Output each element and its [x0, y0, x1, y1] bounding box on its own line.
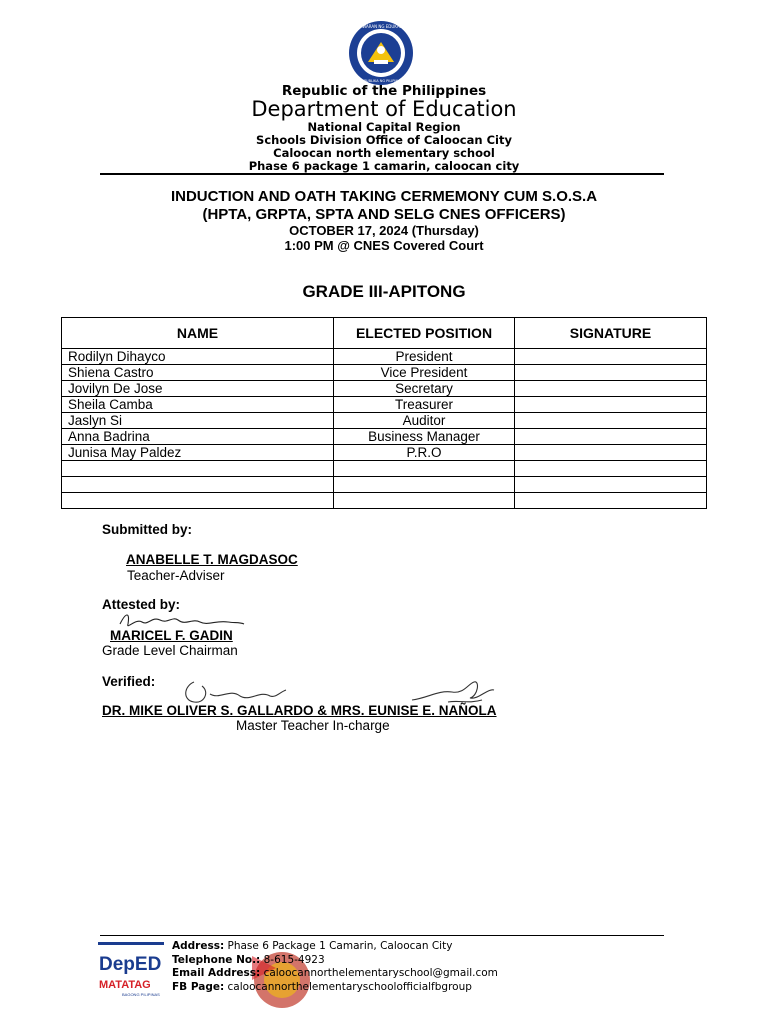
officer-signature	[515, 397, 707, 413]
adviser-role: Teacher-Adviser	[127, 568, 225, 583]
department-heading: Department of Education	[251, 97, 517, 121]
officer-name	[62, 477, 334, 493]
officer-signature	[515, 461, 707, 477]
matatag-logo-text: MATATAG	[99, 979, 151, 991]
officers-table	[61, 317, 707, 509]
officer-signature	[515, 429, 707, 445]
deped-matatag-logo	[98, 942, 168, 1000]
seal-text-bottom: REPUBLIKA NG PILIPINAS	[359, 79, 403, 83]
officer-name: Anna Badrina	[62, 429, 334, 445]
republic-heading: Republic of the Philippines	[281, 83, 487, 99]
table-row	[62, 429, 707, 445]
officer-position: P.R.O	[334, 445, 515, 461]
officer-position: Auditor	[334, 413, 515, 429]
master-teacher-signature-2	[408, 678, 498, 706]
chair-name-line	[102, 628, 241, 643]
table-row	[62, 477, 707, 493]
master-teacher-signature-1	[180, 676, 290, 706]
deped-seal-logo	[348, 20, 414, 86]
table-row	[62, 493, 707, 509]
officer-signature	[515, 445, 707, 461]
school-address-line: Phase 6 package 1 camarin, caloocan city	[248, 159, 520, 173]
bagong-pilipinas-text: BAGONG PILIPINAS	[122, 992, 160, 997]
footer-fb-value[interactable]: caloocannorthelementaryschoolofficialfbgroup	[227, 980, 472, 993]
officer-signature	[515, 349, 707, 365]
event-title: INDUCTION AND OATH TAKING CERMEMONY CUM S.O.S.A	[170, 188, 598, 205]
officer-name: Rodilyn Dihayco	[62, 349, 334, 365]
footer-email-label: Email Address:	[172, 967, 261, 979]
footer-divider	[100, 935, 664, 936]
footer-fb-label: FB Page:	[172, 980, 225, 993]
master-teacher-names: DR. MIKE OLIVER S. GALLARDO & MRS. EUNISE E. NAÑOLA	[102, 703, 497, 718]
footer-email-line	[172, 967, 498, 981]
officer-name	[62, 493, 334, 509]
officer-position	[334, 493, 515, 509]
footer-address-line	[172, 940, 498, 954]
footer-telephone-line	[172, 954, 498, 968]
region-line: National Capital Region	[307, 120, 461, 134]
table-row	[62, 365, 707, 381]
master-teacher-role: Master Teacher In-charge	[236, 718, 390, 733]
submitted-by-label: Submitted by:	[102, 522, 192, 537]
event-date: OCTOBER 17, 2024 (Thursday)	[289, 223, 479, 238]
officer-position	[334, 461, 515, 477]
footer-telephone-value: 8-615-4923	[263, 953, 325, 966]
officer-position: Business Manager	[334, 429, 515, 445]
table-row	[62, 381, 707, 397]
chair-name: MARICEL F. GADIN	[110, 628, 233, 643]
officer-name: Jaslyn Si	[62, 413, 334, 429]
officer-signature	[515, 477, 707, 493]
grade-section-title: GRADE III-APITONG	[302, 282, 466, 301]
chair-role: Grade Level Chairman	[102, 643, 238, 658]
event-time-place: 1:00 PM @ CNES Covered Court	[284, 238, 484, 253]
header-divider	[100, 173, 664, 175]
seal-text-top: KAGAWARAN NG EDUKASYON	[351, 24, 411, 29]
event-subtitle: (HPTA, GRPTA, SPTA AND SELG CNES OFFICERS)	[202, 206, 566, 223]
officer-name: Shiena Castro	[62, 365, 334, 381]
deped-logo-text: DepED	[99, 954, 162, 975]
footer-email-value[interactable]: caloocannorthelementaryschool@gmail.com	[263, 967, 498, 979]
table-row	[62, 413, 707, 429]
officer-signature	[515, 493, 707, 509]
column-header-position: ELECTED POSITION	[334, 318, 515, 349]
table-row	[62, 445, 707, 461]
attested-by-label: Attested by:	[102, 597, 181, 612]
adviser-name-line	[102, 552, 348, 567]
footer-telephone-label: Telephone No.:	[172, 953, 261, 966]
table-row	[62, 461, 707, 477]
officer-position: Treasurer	[334, 397, 515, 413]
officer-name: Junisa May Paldez	[62, 445, 334, 461]
verified-label: Verified:	[102, 674, 156, 689]
column-header-name: NAME	[62, 318, 334, 349]
officer-position: Vice President	[334, 365, 515, 381]
footer-address-label: Address:	[172, 940, 225, 952]
officer-name: Jovilyn De Jose	[62, 381, 334, 397]
division-line: Schools Division Office of Caloocan City	[256, 133, 512, 147]
adviser-name: ANABELLE T. MAGDASOC	[126, 552, 298, 567]
officer-position: President	[334, 349, 515, 365]
table-row	[62, 397, 707, 413]
officer-signature	[515, 413, 707, 429]
school-line: Caloocan north elementary school	[273, 146, 495, 160]
officer-name	[62, 461, 334, 477]
officer-signature	[515, 365, 707, 381]
footer-contact-block	[172, 940, 498, 994]
footer-fb-line	[172, 981, 498, 995]
table-row	[62, 349, 707, 365]
footer-address-value: Phase 6 Package 1 Camarin, Caloocan City	[227, 940, 453, 952]
officer-position: Secretary	[334, 381, 515, 397]
officer-name: Sheila Camba	[62, 397, 334, 413]
column-header-signature: SIGNATURE	[515, 318, 707, 349]
officer-signature	[515, 381, 707, 397]
officer-position	[334, 477, 515, 493]
table-header-row	[62, 318, 707, 349]
